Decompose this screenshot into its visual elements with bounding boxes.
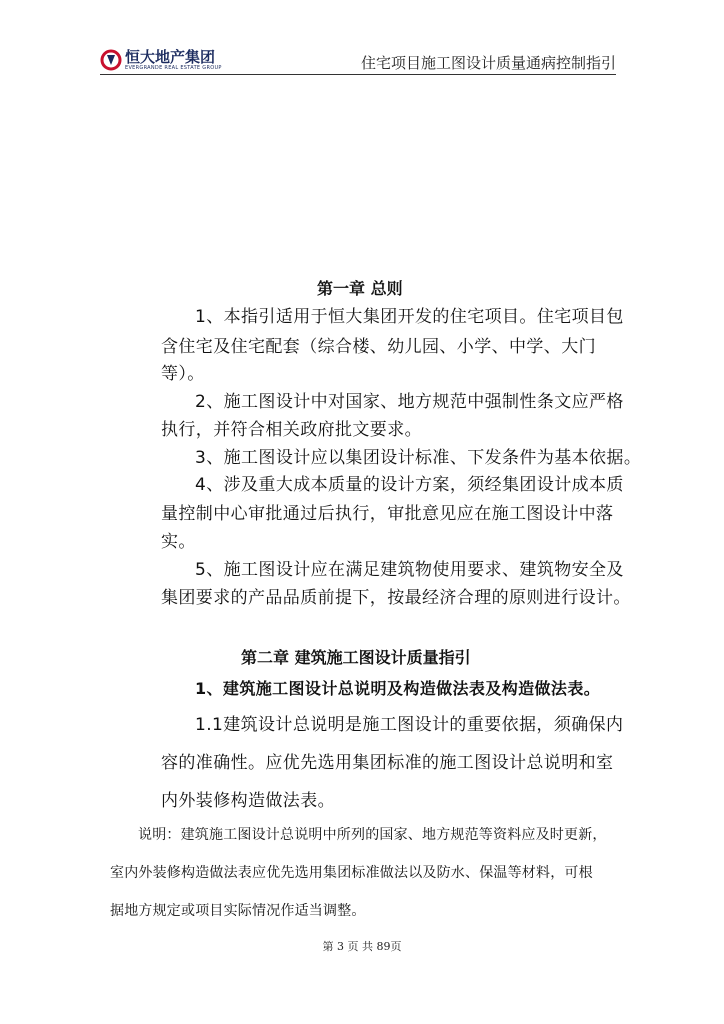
chapter1-line: 集团要求的产品品质前提下，按最经济合理的原则进行设计。 [161, 588, 631, 608]
header-divider [100, 74, 616, 75]
chapter1-line: 实。 [161, 532, 196, 552]
chapter1-title: 第一章 总则 [317, 279, 403, 298]
company-logo [100, 48, 222, 72]
page-header [100, 44, 616, 72]
evergrande-logo-icon [100, 49, 122, 71]
note-line: 据地方规定或项目实际情况作适当调整。 [110, 903, 366, 919]
logo-english-name: EVERGRANDE REAL ESTATE GROUP [125, 64, 222, 71]
chapter1-line: 量控制中心审批通过后执行，审批意见应在施工图设计中落 [161, 504, 614, 524]
chapter1-line: 4、涉及重大成本质量的设计方案，须经集团设计成本质 [195, 475, 624, 495]
note-line: 室内外装修构造做法表应优先选用集团标准做法以及防水、保温等材料，可根 [110, 865, 593, 881]
chapter2-title: 第二章 建筑施工图设计质量指引 [241, 648, 471, 667]
note-line: 说明：建筑施工图设计总说明中所列的国家、地方规范等资料应及时更新， [138, 827, 607, 843]
chapter1-line: 执行，并符合相关政府批文要求。 [161, 420, 422, 440]
chapter1-line: 含住宅及住宅配套（综合楼、幼儿园、小学、中学、大门 [161, 337, 596, 357]
chapter1-line: 1、本指引适用于恒大集团开发的住宅项目。住宅项目包 [195, 307, 624, 327]
chapter1-line: 2、施工图设计中对国家、地方规范中强制性条文应严格 [195, 392, 624, 412]
document-title: 住宅项目施工图设计质量通病控制指引 [360, 54, 616, 72]
chapter1-line: 3、施工图设计应以集团设计标准、下发条件为基本依据。 [195, 448, 642, 468]
section-heading: 1、建筑施工图设计总说明及构造做法表及构造做法表。 [195, 679, 601, 698]
chapter2-paragraph-line: 内外装修构造做法表。 [161, 791, 335, 811]
logo-chinese-name: 恒大地产集团 [125, 47, 216, 66]
chapter1-line: 5、施工图设计应在满足建筑物使用要求、建筑物安全及 [195, 560, 624, 580]
chapter1-line: 等）。 [161, 364, 205, 384]
chapter2-paragraph-line: 容的准确性。应优先选用集团标准的施工图设计总说明和室 [161, 753, 614, 773]
page-number: 第 3 页 共 89页 [322, 940, 402, 953]
chapter2-paragraph-line: 1.1建筑设计总说明是施工图设计的重要依据，须确保内 [195, 715, 624, 735]
